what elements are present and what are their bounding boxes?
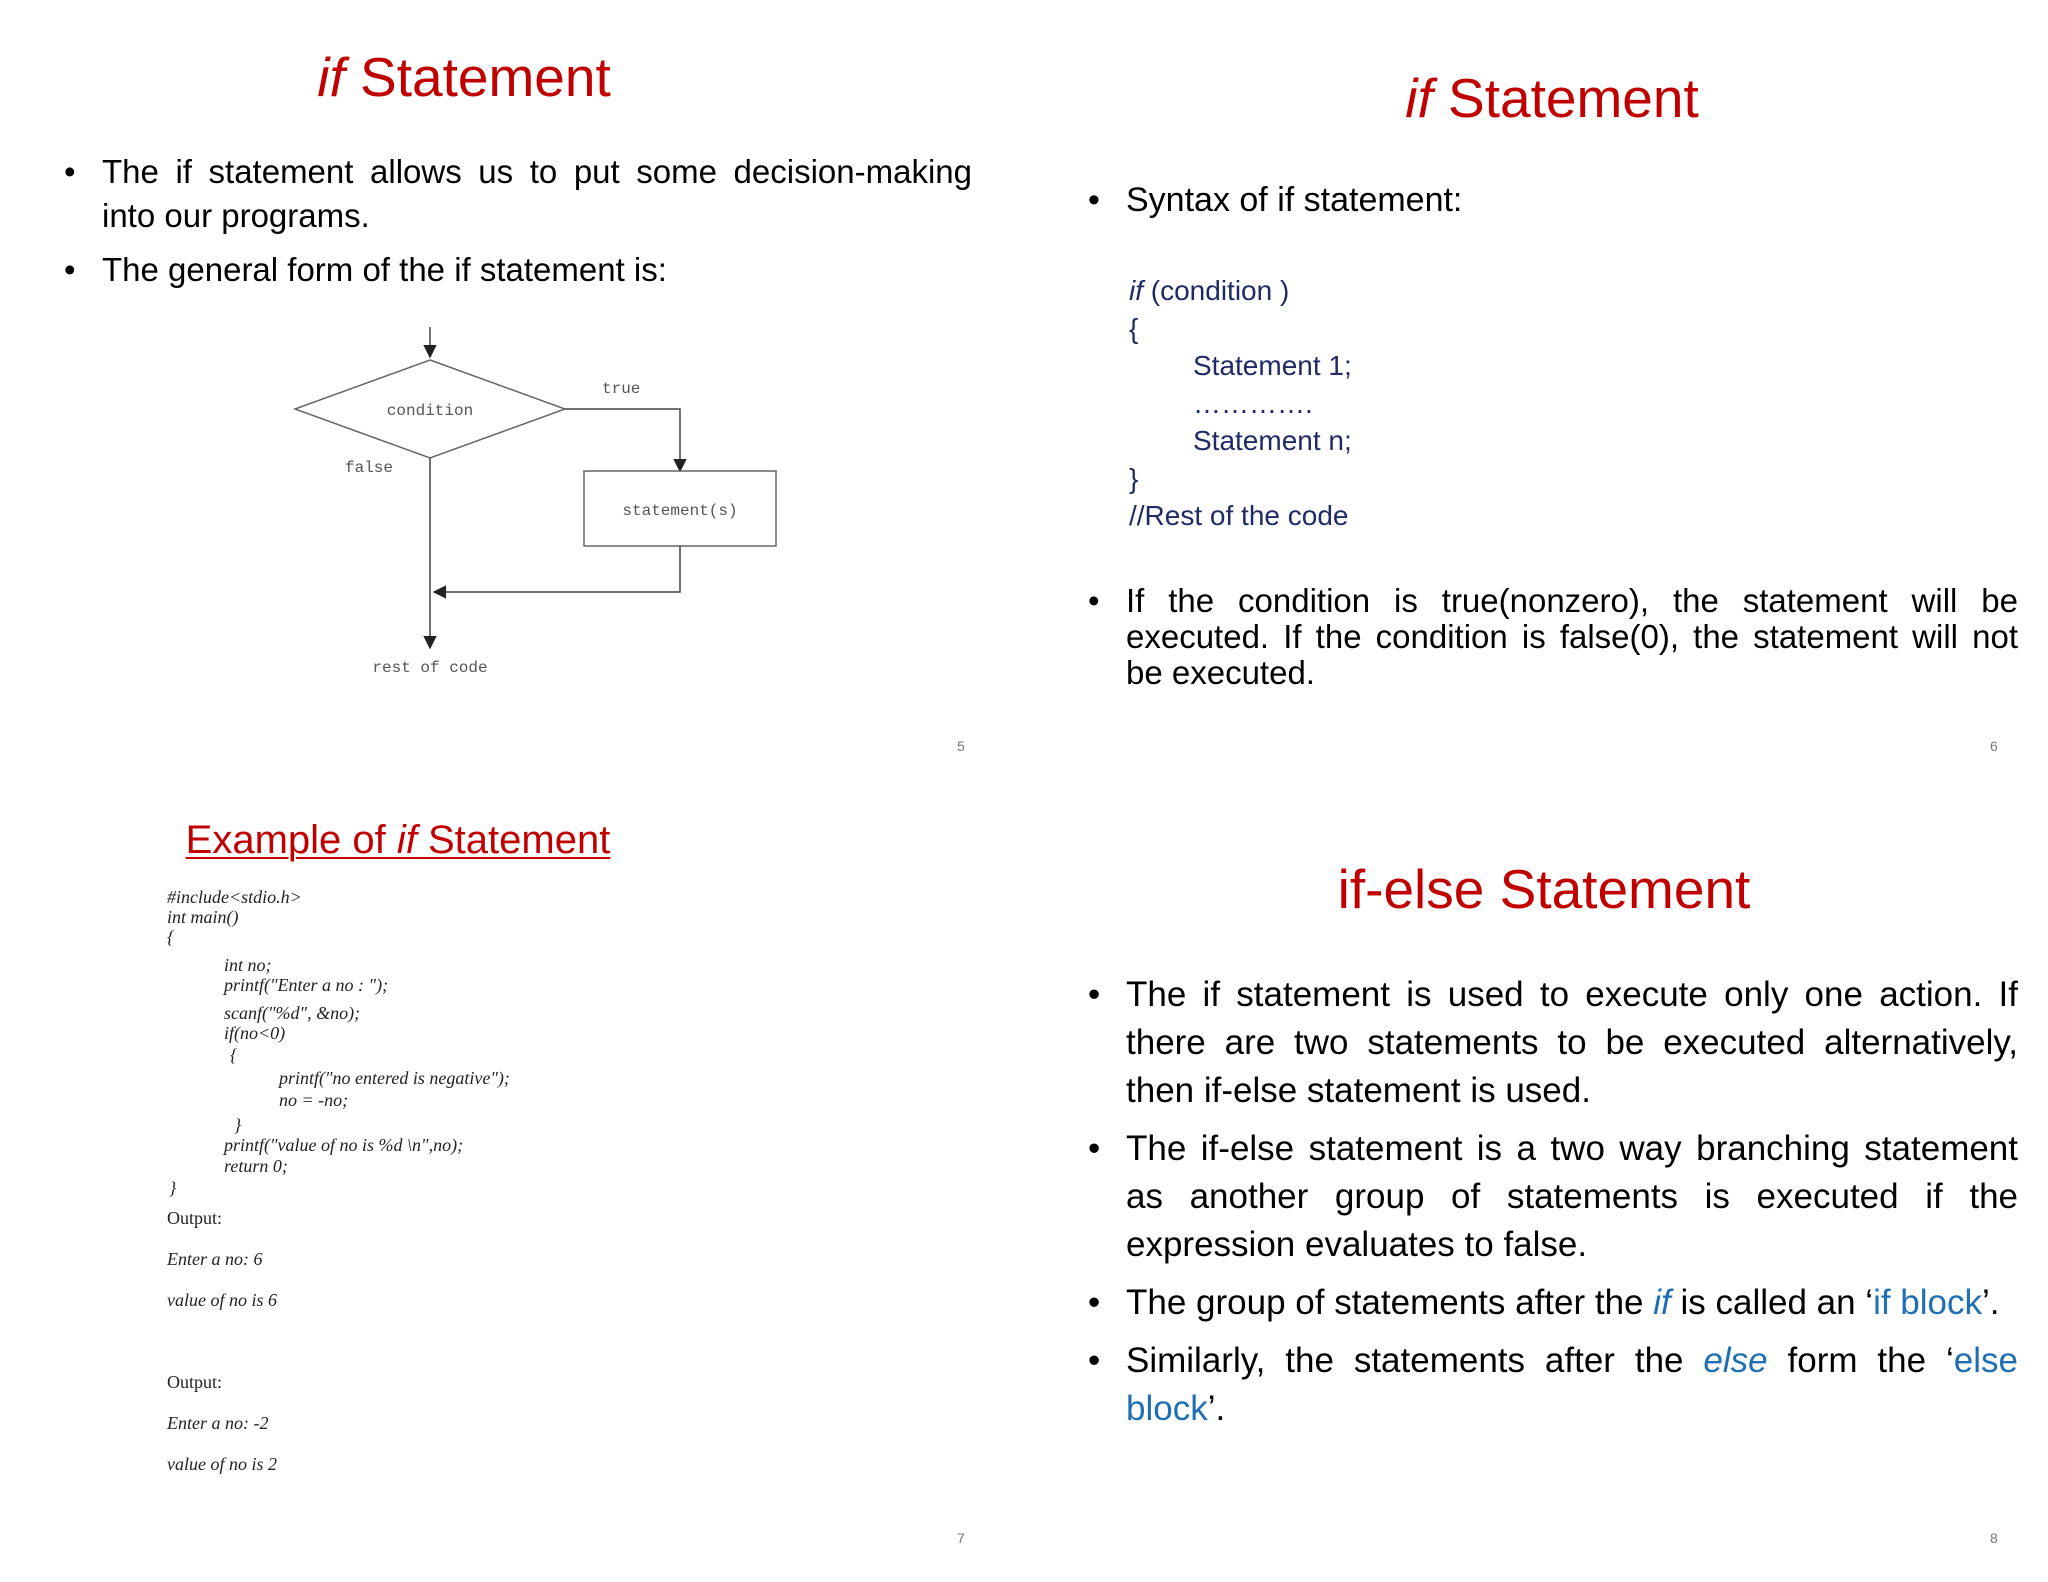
bullet-text: form the ‘ [1767,1341,1954,1380]
code-line: //Rest of the code [1129,500,1349,531]
bullet-item: • Syntax of if statement: [1086,178,1986,222]
slide-5 [0,0,1024,791]
bullet-item: • The if statement is used to execute only one action. If there are two statements to be executed alternatively, then if-else statement is used. [1086,971,2018,1115]
slide-6-bullets-top [1086,178,1986,222]
if-flowchart [280,315,840,705]
code-line: } [1129,462,1139,494]
output-label: Output: [167,1372,223,1392]
bullet-item: • The if-else statement is a two way branching statement as another group of statements is executed if the expression evaluates to false. [1086,1125,2018,1269]
false-label: false [345,459,394,477]
code-line: if(no<0) [224,1023,286,1043]
code-line [1129,272,1352,310]
page-number: 7 [957,1530,965,1546]
slide-7-title [0,818,910,863]
code-line: { [1129,312,1139,344]
slide-8-title: if-else Statement [1337,858,1751,920]
bullet-text: Similarly, the statements after the [1126,1341,1704,1380]
code-line: printf("value of no is %d \n",no); [224,1135,464,1155]
slide-5-bullets [62,150,972,302]
title-text: Statement [416,818,611,862]
bullet-item [1086,1279,2018,1327]
condition-label: condition [386,402,474,420]
merge-arrow [434,546,680,592]
code-line: } [169,1178,177,1198]
bullet-item [1086,1337,2018,1433]
code-line: int no; [224,955,272,975]
bullet-text: The group of statements after the [1126,1283,1654,1322]
title-text: Statement [1432,67,1699,129]
keyword-else: else [1703,1341,1768,1380]
statement-label: statement(s) [622,502,738,520]
bullet-text: ’. [1207,1389,1226,1428]
code-text: (condition ) [1143,275,1290,306]
slide-6-title [1040,66,2048,130]
code-line: scanf("%d", &no); [224,1003,361,1023]
slide-8-bullets [1086,971,2018,1443]
syntax-code-block [1129,272,1352,535]
bullet-item: • The general form of the if statement is: [62,248,972,292]
code-line [1129,385,1352,423]
code-line [1129,347,1352,385]
code-line: return 0; [224,1156,288,1176]
code-line: printf("no entered is negative"); [279,1068,510,1088]
title-text: Statement [344,46,611,108]
bullet-text: ’. [1982,1283,2000,1322]
title-keyword: if [317,46,345,108]
true-arrow [565,409,680,471]
term-if-block: if block [1873,1283,1983,1322]
slide-5-title [0,45,976,109]
rest-of-code-label: rest of code [372,659,488,677]
code-line: #include<stdio.h> [167,887,302,907]
code-line: int main() [167,907,239,927]
output-line: Enter a no: -2 [167,1413,269,1433]
output-label: Output: [167,1208,223,1228]
code-line [1129,422,1352,460]
code-line: printf("Enter a no : "); [224,975,389,995]
page-number: 5 [957,738,965,754]
code-text: Statement n; [1193,425,1352,456]
bullet-text: is called an ‘ [1670,1283,1874,1322]
slide-8 [1024,791,2048,1582]
page-number: 6 [1990,738,1998,754]
code-text: …………. [1193,387,1313,419]
output-line: Enter a no: 6 [167,1249,263,1269]
slide-7 [0,791,1024,1582]
code-line: { [230,1045,238,1065]
bullet-item: • The if statement allows us to put some decision-making into our programs. [62,150,972,238]
page-number: 8 [1990,1530,1998,1546]
slide-6 [1024,0,2048,791]
code-line: } [234,1115,242,1135]
code-keyword: if [1129,275,1143,306]
term-else-block: else block [1126,1341,2018,1428]
slide-6-bullets-bottom [1086,583,2018,691]
code-line: no = -no; [279,1090,349,1110]
true-label: true [602,380,641,398]
output-line: value of no is 2 [167,1454,277,1474]
bullet-item: • If the condition is true(nonzero), the statement will be executed. If the condition is false(0), the statement will not be executed. [1086,583,2018,691]
title-text: Example of [185,818,397,862]
code-line: { [167,927,175,947]
code-text: Statement 1; [1193,350,1352,381]
keyword-if: if [1653,1283,1671,1322]
title-keyword: if [1405,67,1433,129]
output-line: value of no is 6 [167,1290,277,1310]
title-keyword: if [396,818,417,862]
